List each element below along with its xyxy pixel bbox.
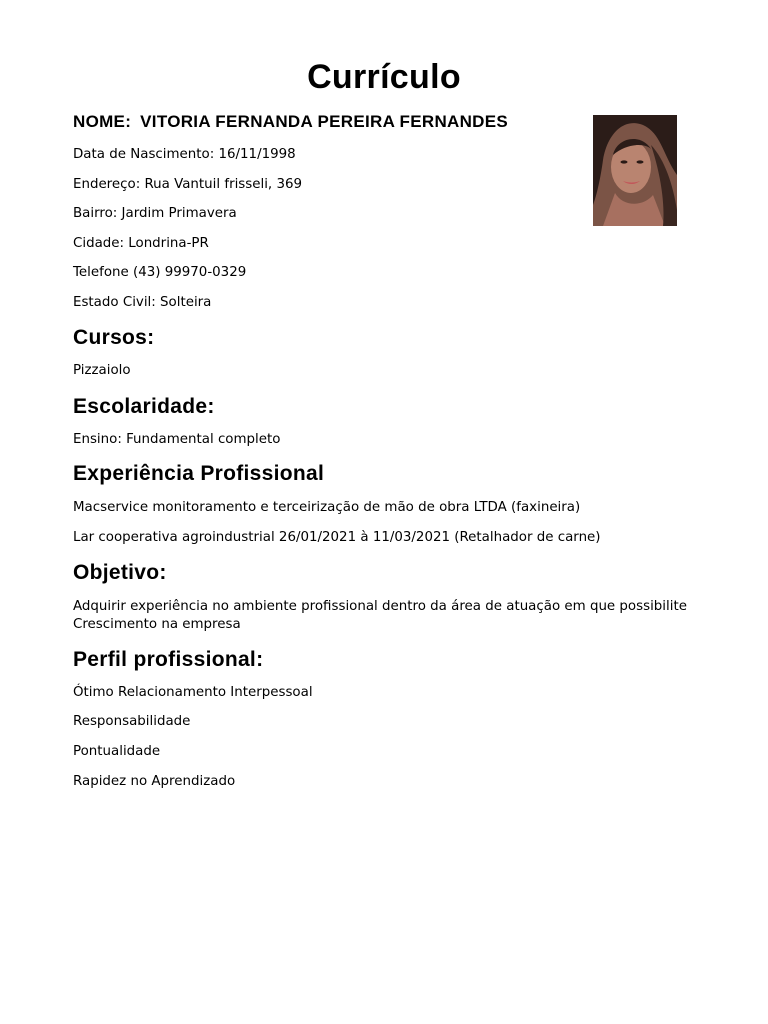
phone: Telefone (43) 99970-0329 [73, 265, 247, 280]
courses-heading: Cursos: [73, 326, 155, 349]
district: Bairro: Jardim Primavera [73, 206, 237, 221]
profile-heading: Perfil profissional: [73, 648, 264, 671]
education-item: Ensino: Fundamental completo [73, 432, 281, 447]
birth-date: Data de Nascimento: 16/11/1998 [73, 147, 296, 162]
profile-item: Responsabilidade [73, 714, 191, 729]
objective-text: Adquirir experiência no ambiente profissional dentro da área de atuação em que possibilite Crescimento na empresa [73, 599, 687, 632]
profile-item: Ótimo Relacionamento Interpessoal [73, 685, 313, 700]
page-title: Currículo [307, 58, 461, 96]
profile-item: Rapidez no Aprendizado [73, 774, 236, 789]
experience-heading: Experiência Profissional [73, 462, 325, 485]
course-item: Pizzaiolo [73, 363, 131, 378]
civil-status: Estado Civil: Solteira [73, 295, 212, 310]
experience-item: Lar cooperativa agroindustrial 26/01/2021 à 11/03/2021 (Retalhador de carne) [73, 530, 601, 545]
city: Cidade: Londrina-PR [73, 236, 209, 251]
experience-item: Macservice monitoramento e terceirização de mão de obra LTDA (faxineira) [73, 500, 581, 515]
education-heading: Escolaridade: [73, 395, 215, 418]
profile-photo [593, 115, 677, 226]
name-label: NOME: [73, 112, 132, 131]
profile-item: Pontualidade [73, 744, 161, 759]
address: Endereço: Rua Vantuil frisseli, 369 [73, 177, 302, 192]
name-value: VITORIA FERNANDA PEREIRA FERNANDES [140, 112, 509, 131]
objective-heading: Objetivo: [73, 561, 167, 584]
name-line [73, 111, 508, 133]
